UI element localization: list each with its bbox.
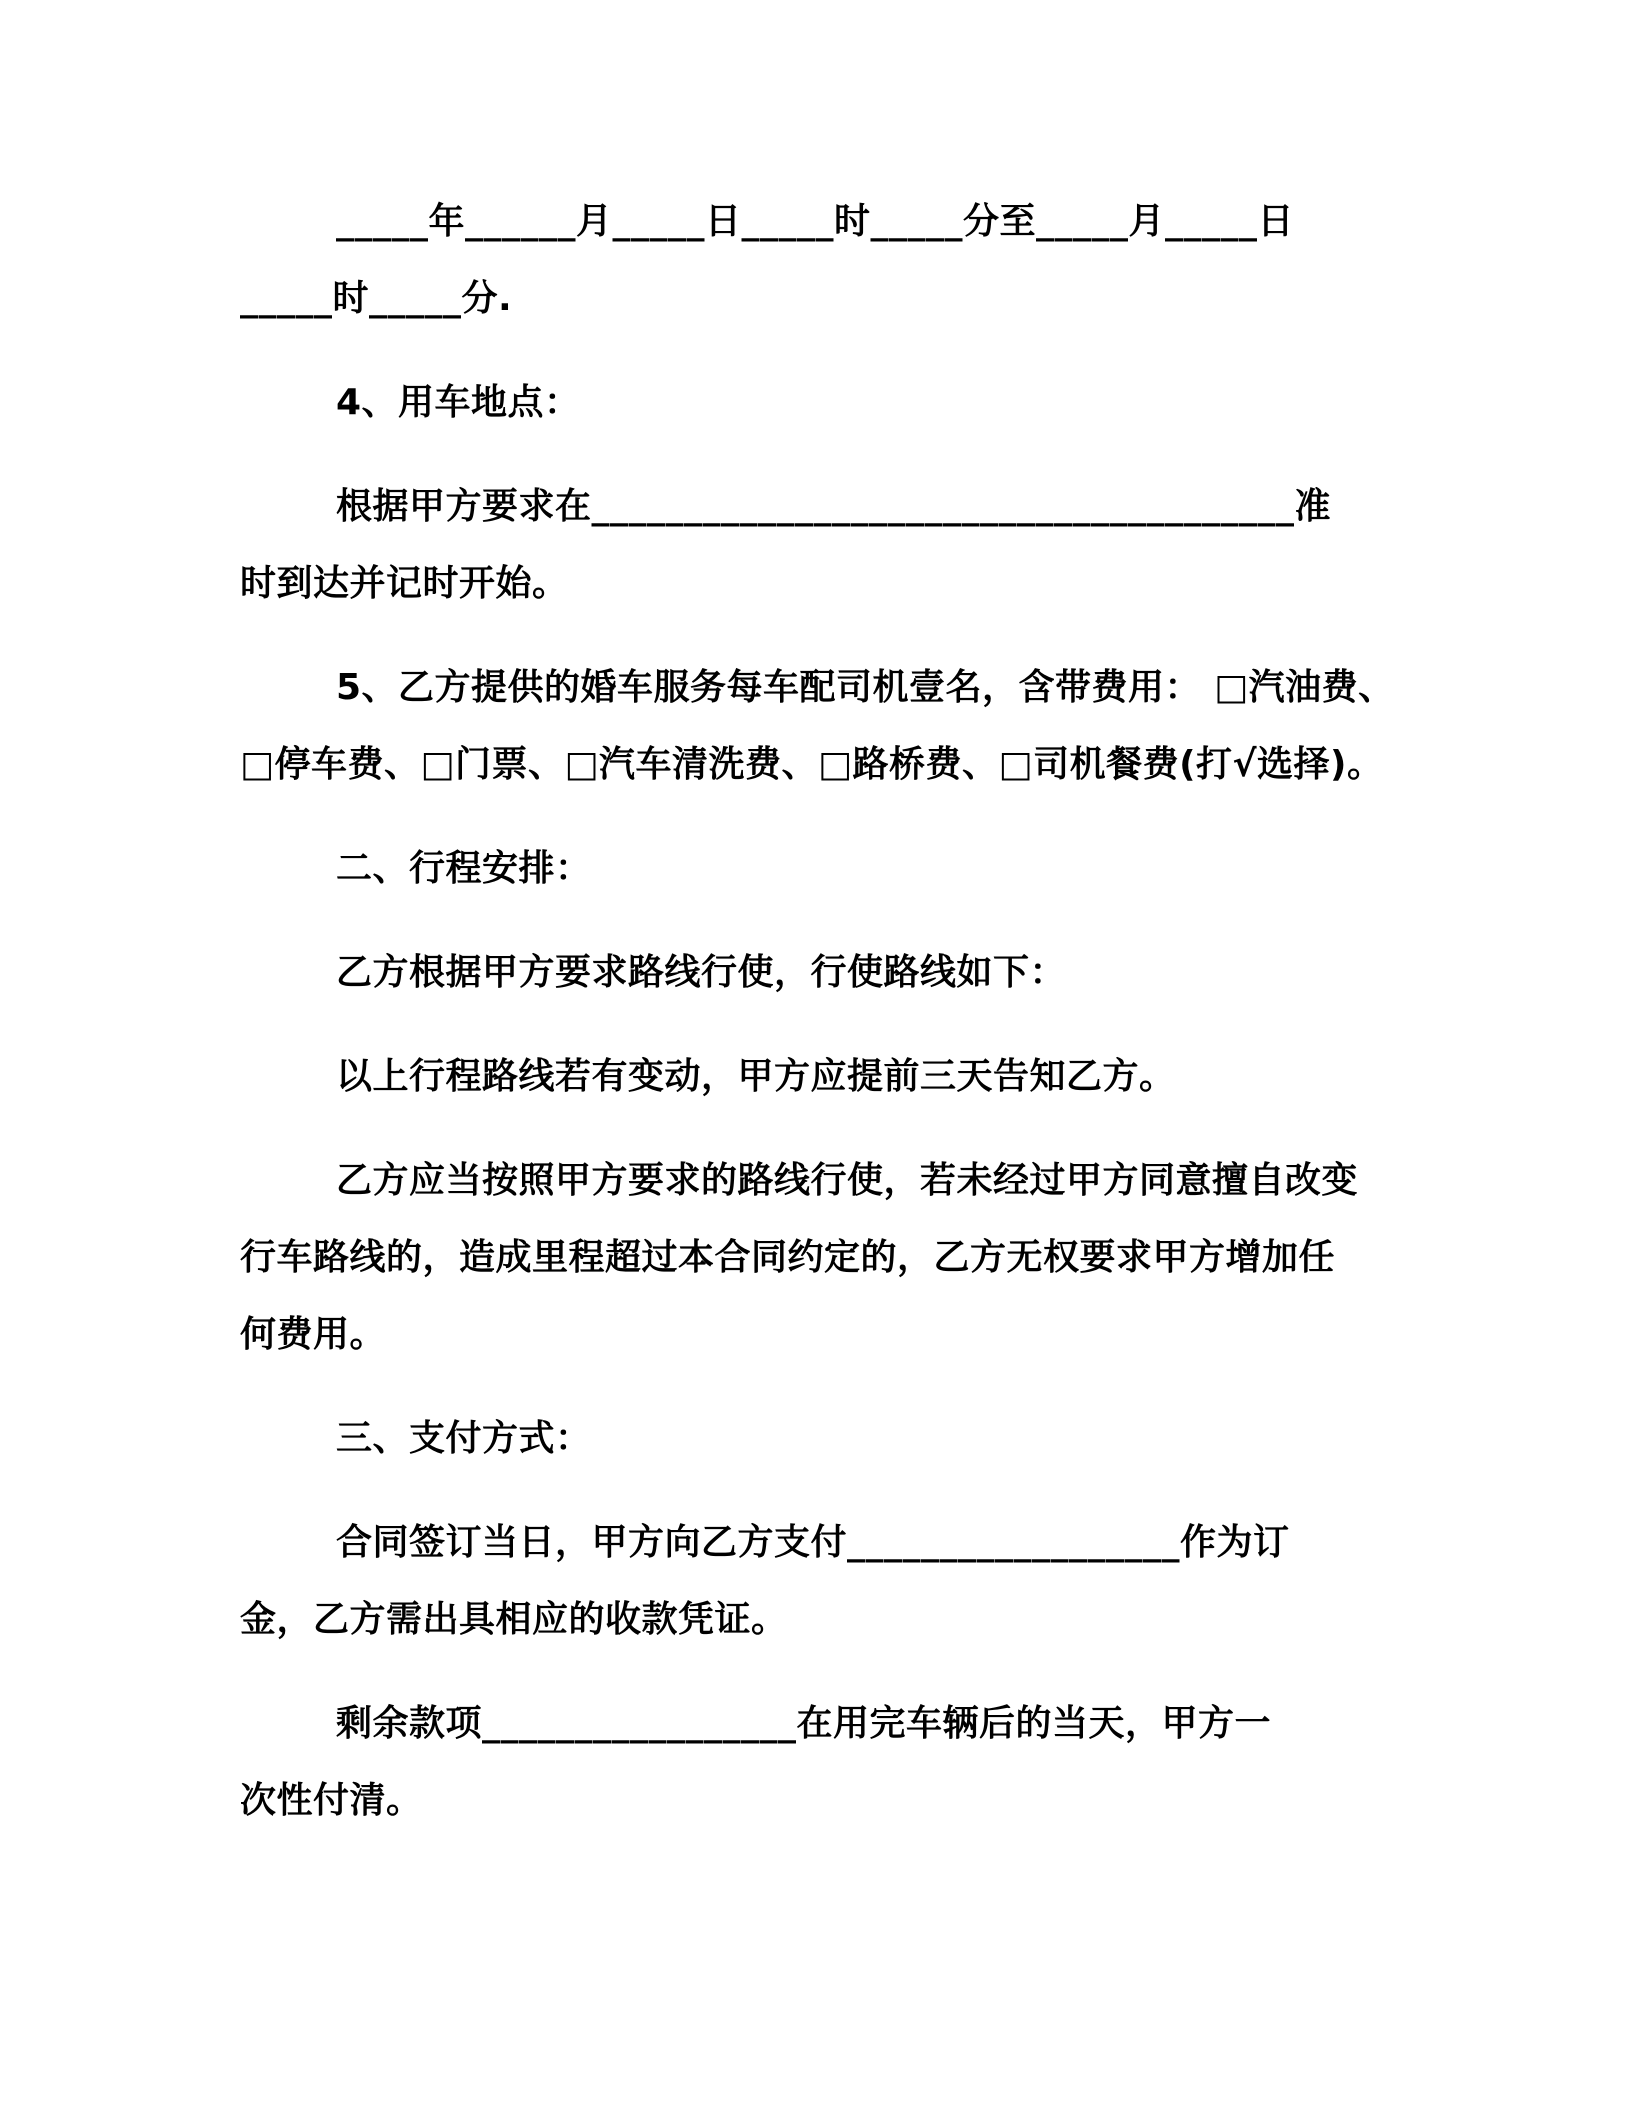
paragraph-rental-period [240, 183, 1432, 337]
paragraph-section-3-heading [240, 1400, 1432, 1477]
paragraph-route-change-notice [240, 1038, 1432, 1115]
paragraph-route-intro [240, 934, 1432, 1011]
paragraph-route-liability [240, 1142, 1432, 1373]
text-line-route-change-notice: 以上行程路线若有变动，甲方应提前三天告知乙方。 [336, 1056, 1176, 1097]
text-line-clause-4-heading: 4、用车地点： [336, 382, 581, 423]
paragraph-deposit [240, 1504, 1432, 1658]
paragraph-clause-4-heading [240, 364, 1432, 441]
paragraph-section-2-heading [240, 830, 1432, 907]
text-line-date-time-blanks: _____年______月_____日_____时_____分至_____月_____日 [336, 201, 1295, 242]
text-line-deposit-cont: 金，乙方需出具相应的收款凭证。 [240, 1599, 788, 1640]
text-line-balance-blank: 剩余款项_________________在用完车辆后的当天，甲方一 [336, 1703, 1272, 1744]
text-line-route-liability-1: 乙方应当按照甲方要求的路线行使，若未经过甲方同意擅自改变 [336, 1160, 1359, 1201]
text-line-route-liability-3: 何费用。 [240, 1314, 387, 1355]
text-line-route-liability-2: 行车路线的，造成里程超过本合同约定的，乙方无权要求甲方增加任 [240, 1237, 1336, 1278]
paragraph-clause-5-body [240, 649, 1432, 803]
text-line-pickup-location-blank: 根据甲方要求在______________________________________准 [336, 486, 1332, 527]
text-line-deposit-blank: 合同签订当日，甲方向乙方支付__________________作为订 [336, 1522, 1290, 1563]
text-line-fees-checkboxes: □停车费、□门票、□汽车清洗费、□路桥费、□司机餐费(打√选择)。 [240, 744, 1384, 785]
text-line-time-blanks: _____时_____分. [240, 278, 513, 319]
paragraph-clause-4-body [240, 468, 1432, 622]
text-line-pickup-location-cont: 时到达并记时开始。 [240, 563, 569, 604]
text-line-section-3-heading: 三、支付方式： [336, 1418, 592, 1459]
text-line-balance-cont: 次性付清。 [240, 1780, 423, 1821]
text-line-fees-included: 5、乙方提供的婚车服务每车配司机壹名，含带费用： □汽油费、 [336, 667, 1395, 708]
text-line-section-2-heading: 二、行程安排： [336, 848, 592, 889]
paragraph-balance-payment [240, 1685, 1432, 1839]
text-line-route-intro: 乙方根据甲方要求路线行使，行使路线如下： [336, 952, 1067, 993]
